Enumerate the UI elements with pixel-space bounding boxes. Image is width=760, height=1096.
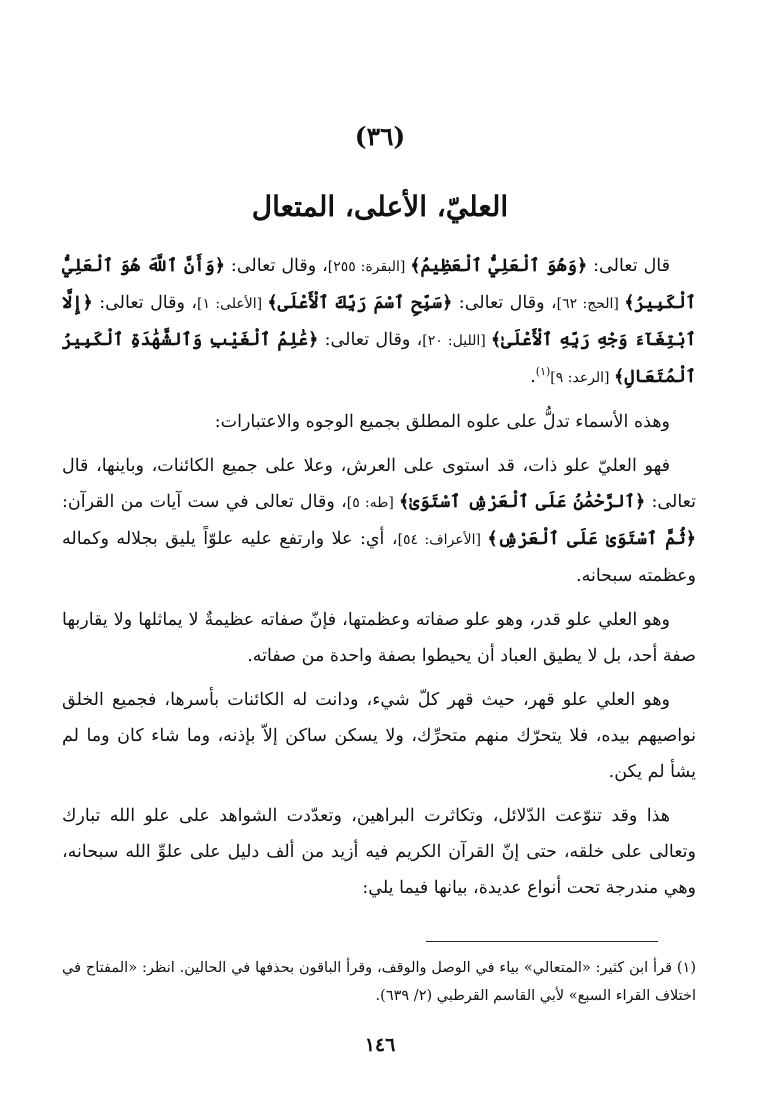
quran-verse: ﴿وَأَنَّ ٱللَّهَ هُوَ ٱلْعَلِيُّ ٱلْكَبِيرُ﴾ — [62, 256, 696, 313]
quran-verse: ﴿ٱلرَّحْمَٰنُ عَلَى ٱلْعَرْشِ ٱسْتَوَىٰ﴾ — [399, 492, 646, 512]
text-run: قال تعالى: — [587, 256, 670, 276]
paragraph-elevation-of-status: وهو العلي علو قدر، وهو علو صفاته وعظمتها، فإنّ صفاته عظيمةٌ لا يماثلها ولا يقاربها صفة أحد، بل لا يطيق العباد أن يحيطوا بصفة واحدة من صفاته. — [62, 610, 696, 666]
quran-verse: ﴿وَهُوَ ٱلْعَلِيُّ ٱلْعَظِيمُ﴾ — [410, 256, 588, 276]
quran-verse: ﴿إِلَّا ٱبْتِغَآءَ وَجْهِ رَبِّهِ ٱلْأَعْلَىٰ﴾ — [62, 293, 696, 350]
footnote-divider — [426, 941, 658, 942]
verse-reference: [الرعد: ٩] — [550, 370, 614, 386]
text-run: ، وقال تعالى: — [318, 330, 423, 350]
footnote-item: (١) قرأ ابن كثير: «المتعالي» بياء في الوصل والوقف، وقرأ الباقون بحذفها في الحالين. انظر: «المفتاح في اختلاف القراء السبع» لأبي القاسم القرطبي (٢/ ٦٣٩). — [62, 960, 696, 1004]
page-number: ١٤٦ — [364, 1034, 396, 1056]
paragraph-evidences: هذا وقد تنوّعت الدّلائل، وتكاثرت البراهين، وتعدّدت الشواهد على علو الله تبارك وتعالى على خلقه، حتى إنّ القرآن الكريم فيه أزيد من ألف دليل على علوِّ الله سبحانه، وهي مندرجة تحت أنواع عديدة، بيانها فيما يلي: — [62, 806, 696, 898]
text-run: ، وقال تعالى في ست آيات من القرآن: — [62, 492, 347, 512]
quran-verse: ﴿سَبِّحِ ٱسْمَ رَبِّكَ ٱلْأَعْلَى﴾ — [267, 293, 453, 313]
paragraph-intro: وهذه الأسماء تدلُّ على علوه المطلق بجميع الوجوه والاعتبارات: — [214, 412, 670, 432]
verse-reference: [طه: ٥] — [346, 495, 400, 511]
verse-reference: [الأعراف: ٥٤] — [397, 532, 488, 548]
text-run: ، وقال تعالى: — [224, 256, 328, 276]
section-number: (٣٦) — [354, 122, 406, 151]
chapter-title: العليّ، الأعلى، المتعال — [251, 190, 509, 223]
quran-verse: ﴿ثُمَّ ٱسْتَوَىٰ عَلَى ٱلْعَرْشِ﴾ — [487, 529, 697, 549]
body-text — [62, 248, 696, 906]
text-run: فهو العليّ علو ذات، قد استوى على العرش، وعلا على جميع الكائنات، وباينها، قال تعالى: — [62, 456, 696, 512]
text-run: ، وقال تعالى: — [92, 293, 198, 313]
text-run: . — [530, 367, 536, 387]
verse-reference: [الأعلى: ١] — [197, 296, 268, 312]
footnotes — [62, 954, 696, 1010]
quran-verse: ﴿عَٰلِمُ ٱلْغَيْبِ وَٱلشَّهَٰدَةِ ٱلْكَبِيرُ ٱلْمُتَعَالِ﴾ — [62, 330, 696, 387]
paragraph-quran-verses — [62, 248, 696, 396]
verse-reference: [الحج: ٦٢] — [556, 296, 625, 312]
paragraph-elevation-of-dominion: وهو العلي علو قهر، حيث قهر كلّ شيء، ودانت له الكائنات بأسرها، فجميع الخلق نواصيهم بيده، فلا يتحرّك منهم متحرِّك، ولا يسكن ساكن إلاّ بإذنه، وما شاء كان وما لم يشأ لم يكن. — [62, 690, 696, 782]
paragraph-elevation-of-essence — [62, 448, 696, 594]
text-run: ، أي: علا وارتفع عليه علوّاً يليق بجلاله وكماله وعظمته سبحانه. — [62, 529, 696, 586]
text-run: ، وقال تعالى: — [452, 293, 557, 313]
verse-reference: [الليل: ٢٠] — [422, 333, 491, 349]
verse-reference: [البقرة: ٢٥٥] — [327, 259, 411, 275]
footnote-marker: (١) — [535, 365, 551, 379]
